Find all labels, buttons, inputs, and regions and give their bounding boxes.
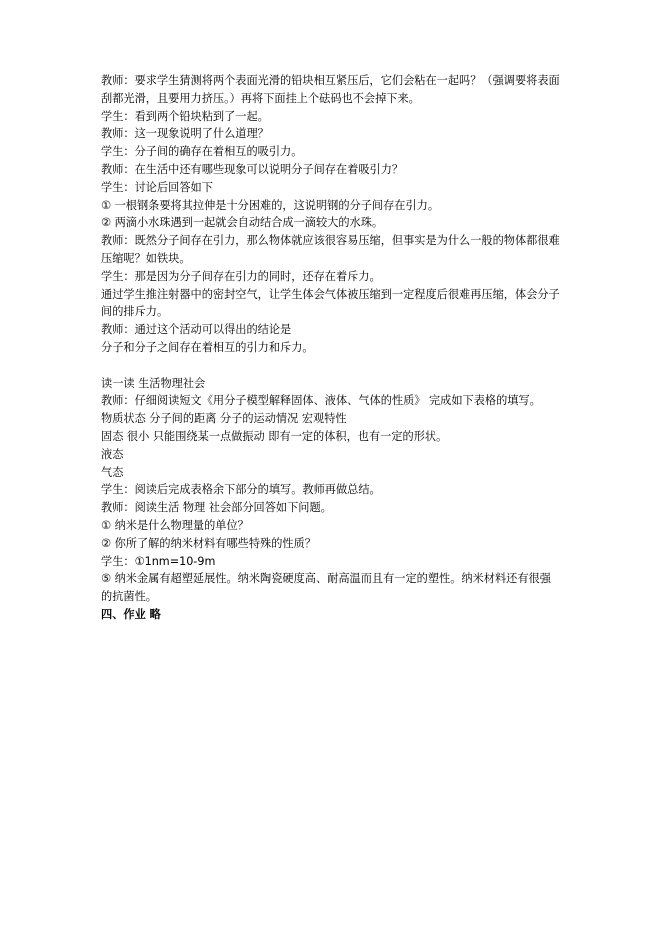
teacher-question-phenomena: 教师：在生活中还有哪些现象可以说明分子间存在着吸引力？ <box>101 162 404 176</box>
student-answer-lead-block: 学生：看到两个铅块粘到了一起。 <box>101 109 269 123</box>
question-nanometer-unit: ① 纳米是什么物理量的单位？ <box>101 518 249 532</box>
paragraph-syringe-activity: 通过学生推注射器中的密封空气，让学生体会气体被压缩到一定程度后很难再压缩，体会分子间的排斥力。 <box>101 287 560 319</box>
student-answer-nanometer: 学生：①1nm=10-9m <box>101 554 216 568</box>
teacher-conclusion-intro: 教师：通过这个活动可以得出的结论是 <box>101 323 292 337</box>
question-nano-materials: ② 你所了解的纳米材料有哪些特殊的性质？ <box>101 536 316 550</box>
section-reading-title: 读一读 生活物理社会 <box>101 376 206 390</box>
student-answer-repulsion: 学生：那是因为分子间存在引力的同时，还存在着斥力。 <box>101 269 381 283</box>
student-answer-attraction: 学生：分子间的确存在着相互的吸引力。 <box>101 145 303 159</box>
teacher-reading-instruction: 教师：仔细阅读短文《用分子模型解释固体、液体、气体的性质》 完成如下表格的填写。 <box>101 394 541 408</box>
section-homework-heading: 四、作业 略 <box>101 607 161 621</box>
document-body <box>101 72 561 624</box>
table-row-solid: 固态 很小 只能围绕某一点做振动 即有一定的体积，也有一定的形状。 <box>101 429 448 443</box>
table-row-liquid: 液态 <box>101 447 124 461</box>
conclusion-statement: 分子和分子之间存在着相互的引力和斥力。 <box>101 340 314 354</box>
list-item-water-drops: ② 两滴小水珠遇到一起就会自动结合成一滴较大的水珠。 <box>101 216 384 230</box>
teacher-reading-questions: 教师：阅读生活 物理 社会部分回答如下问题。 <box>101 501 332 515</box>
paragraph-lead-block-experiment: 教师：要求学生猜测将两个表面光滑的铅块相互紧压后，它们会粘在一起吗？（强调要将表面刮都光滑，且要用力挤压。）再将下面挂上个砝码也不会掉下来。 <box>101 74 560 105</box>
teacher-question-principle: 教师：这一现象说明了什么道理？ <box>101 127 269 141</box>
table-header-row: 物质状态 分子间的距离 分子的运动情况 宏观特性 <box>101 412 347 426</box>
blank-line <box>101 357 561 375</box>
student-complete-table: 学生：阅读后完成表格余下部分的填写。教师再做总结。 <box>101 483 381 497</box>
answer-nano-properties: ⑤ 纳米金属有超塑延展性。纳米陶瓷硬度高、耐高温而且有一定的塑性。纳米材料还有很强的抗菌性。 <box>101 572 551 604</box>
teacher-question-compression: 教师：既然分子间存在引力，那么物体就应该很容易压缩，但事实是为什么一般的物体都很难压缩呢？如铁块。 <box>101 234 560 265</box>
student-discussion: 学生：讨论后回答如下 <box>101 180 213 194</box>
table-row-gas: 气态 <box>101 465 124 479</box>
list-item-steel-bar: ① 一根钢条要将其拉伸是十分困难的，这说明钢的分子间存在引力。 <box>101 198 440 212</box>
